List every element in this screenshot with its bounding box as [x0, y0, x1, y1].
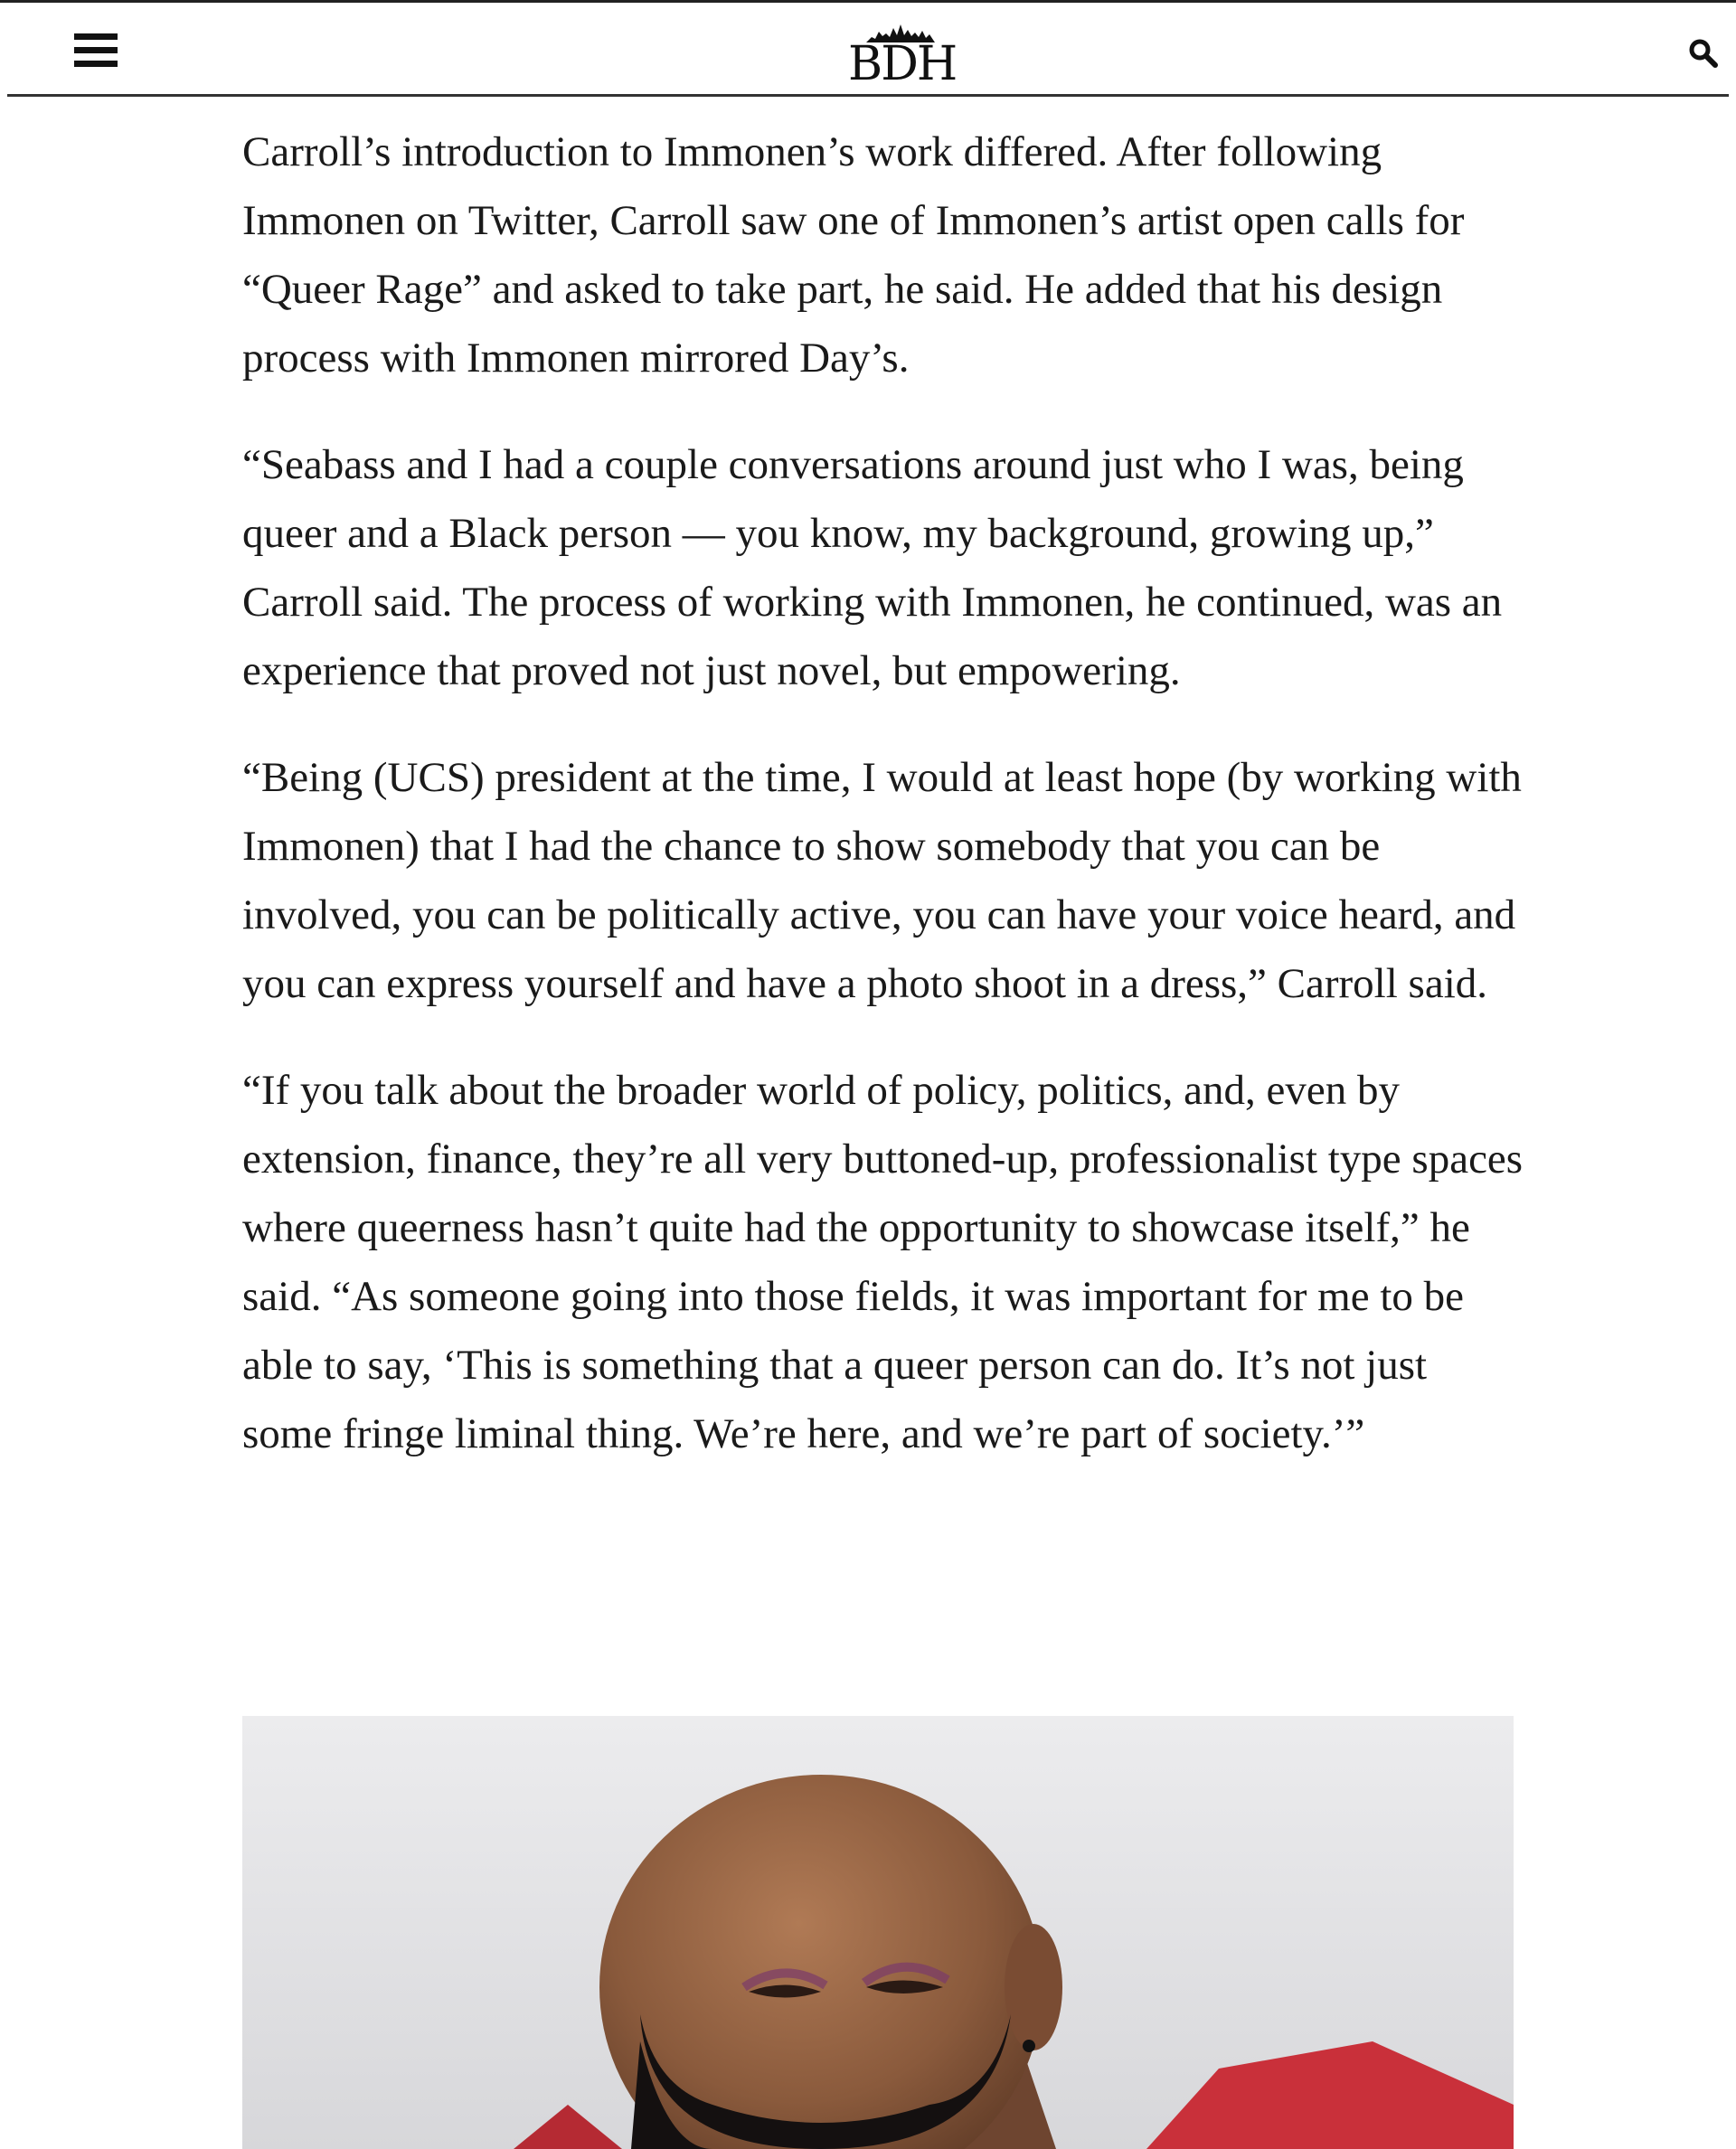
menu-bar: [74, 33, 118, 40]
article-paragraph: “Seabass and I had a couple conversations around just who I was, being queer and a Black person — you know, my background, growing up,” Carroll said. The process of working with Immonen, he continued, was an experience that proved not just novel, but empowering.: [242, 441, 1503, 694]
logo-text: BDH: [848, 37, 957, 91]
article-body: [242, 118, 1526, 1506]
search-icon[interactable]: [1687, 37, 1720, 70]
menu-bar: [74, 47, 118, 53]
article-paragraph: Carroll’s introduction to Immonen’s work differed. After following Immonen on Twitter, Carroll saw one of Immonen’s artist open calls for “Queer Rage” and asked to take part, he said. He added that his design process with Immonen mirrored Day’s.: [242, 128, 1465, 382]
portrait-image: [242, 1716, 1514, 2149]
hamburger-menu-icon[interactable]: [74, 30, 121, 70]
article-paragraph: “If you talk about the broader world of policy, politics, and, even by extension, finance, they’re all very buttoned-up, professionalist type spaces where queerness hasn’t quite had the opportunity to showcase itself,” he said. “As someone going into those fields, it was important for me to be able to say, ‘This is something that a queer person can do. It’s not just some fringe liminal thing. We’re here, and we’re part of society.’”: [242, 1067, 1524, 1457]
article-paragraph: “Being (UCS) president at the time, I would at least hope (by working with Immonen) that I had the chance to show somebody that you can be involved, you can be politically active, you can have your voice heard, and you can express yourself and have a photo shoot in a dress,” Carroll said.: [242, 754, 1522, 1007]
article-photo: [242, 1716, 1514, 2149]
site-logo[interactable]: [848, 15, 957, 91]
menu-bar: [74, 61, 118, 67]
site-header: [7, 3, 1729, 97]
